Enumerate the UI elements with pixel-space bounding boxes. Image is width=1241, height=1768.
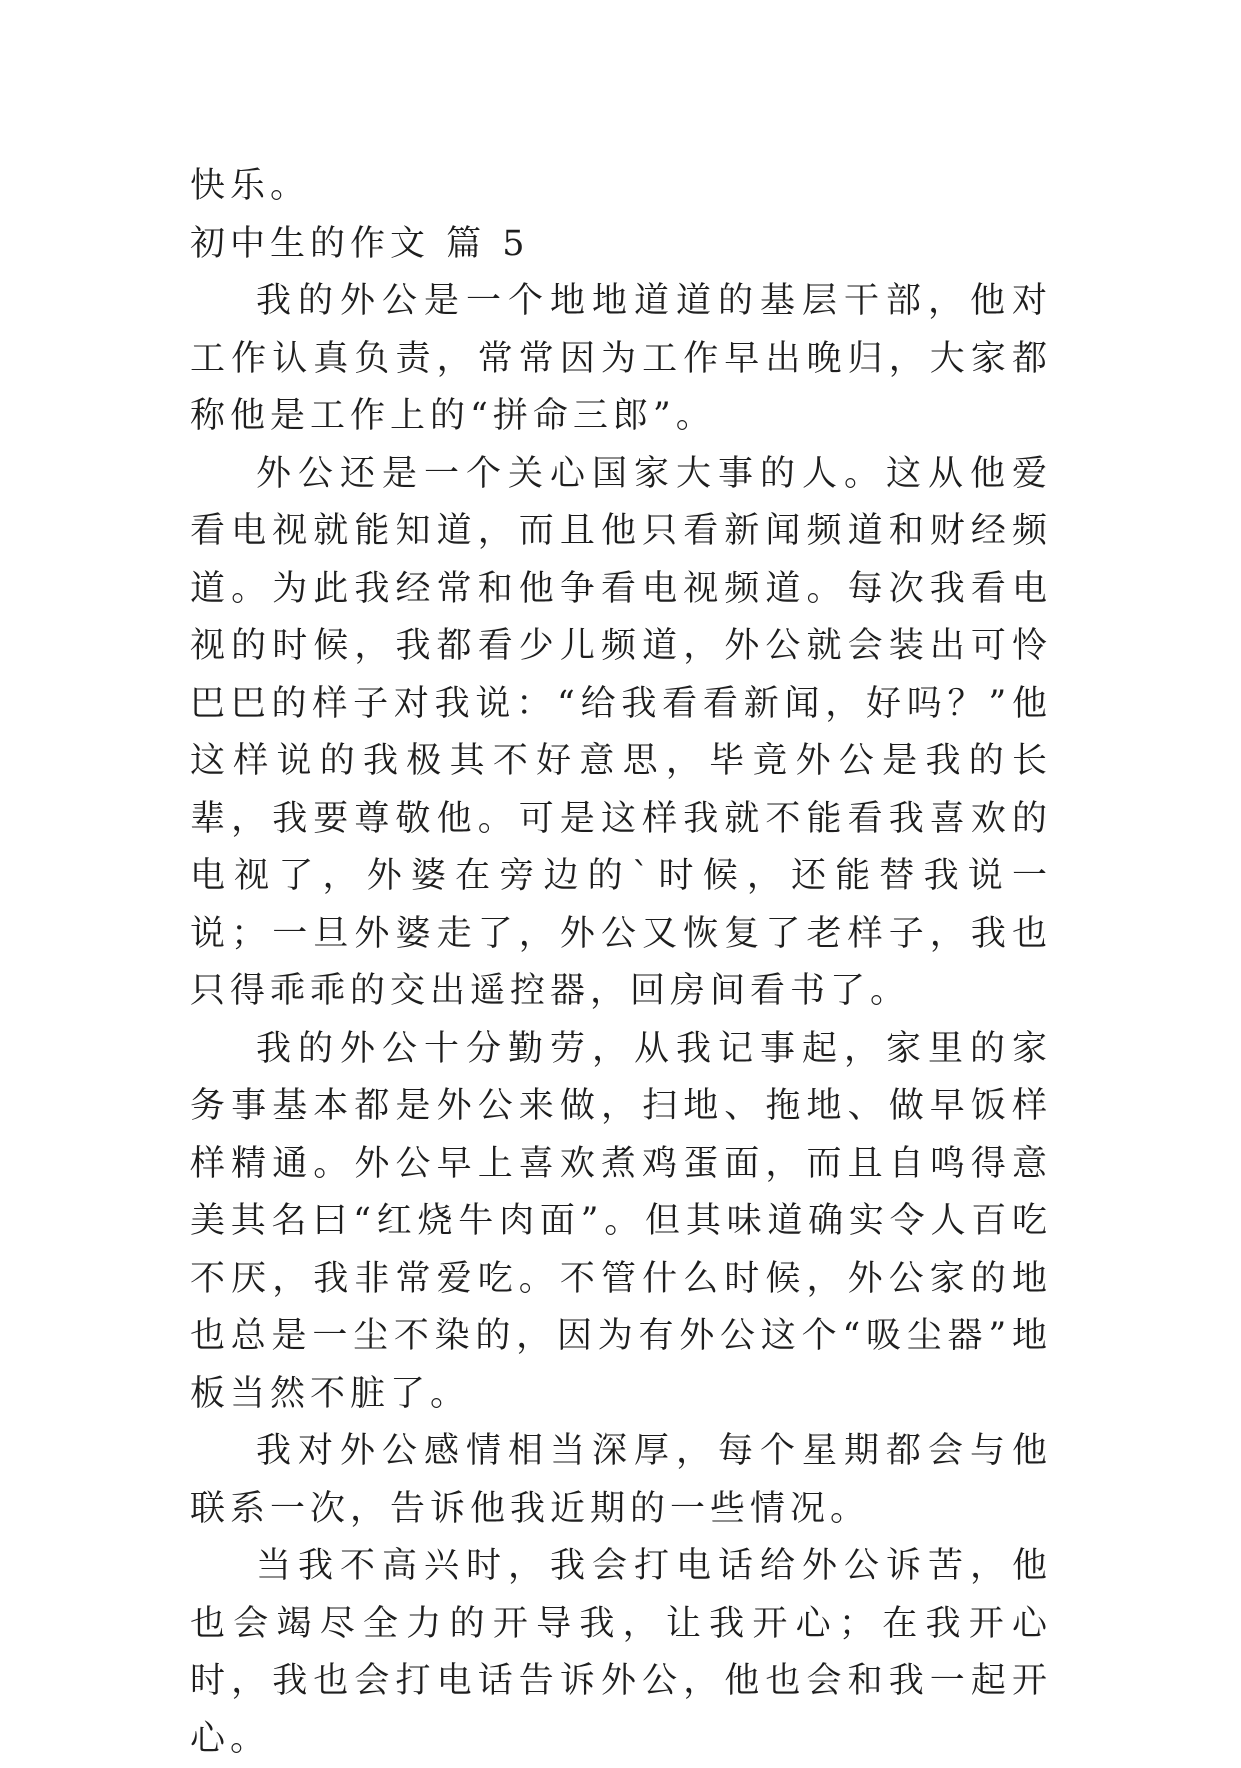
paragraph-4: 我对外公感情相当深厚，每个星期都会与他联系一次，告诉他我近期的一些情况。 [190,1431,1052,1529]
essay-heading: 初中生的作文 篇 5 [190,223,530,264]
paragraph-2: 外公还是一个关心国家大事的人。这从他爱看电视就能知道，而且他只看新闻频道和财经频道。为此我经常和他争看电视频道。每次我看电视的时候，我都看少儿频道，外公就会装出可怜巴巴的样子对我说：“给我看看新闻，好吗？”他这样说的我极其不好意思，毕竟外公是我的长辈，我要尊敬他。可是这样我就不能看我喜欢的电视了，外婆在旁边的`时候，还能替我说一说；一旦外婆走了，外公又恢复了老样子，我也只得乖乖的交出遥控器，回房间看书了。 [190,453,1052,1011]
opening-line: 快乐。 [190,166,311,206]
paragraph-1: 我的外公是一个地地道道的基层干部，他对工作认真负责，常常因为工作早出晚归，大家都称他是工作上的“拼命三郎”。 [190,281,1052,436]
document-body [190,158,1052,1768]
paragraph-3: 我的外公十分勤劳，从我记事起，家里的家务事基本都是外公来做，扫地、拖地、做早饭样样精通。外公早上喜欢煮鸡蛋面，而且自鸣得意美其名曰“红烧牛肉面”。但其味道确实令人百吃不厌，我非常爱吃。不管什么时候，外公家的地也总是一尘不染的，因为有外公这个“吸尘器”地板当然不脏了。 [190,1028,1052,1414]
paragraph-5: 当我不高兴时，我会打电话给外公诉苦，他也会竭尽全力的开导我，让我开心；在我开心时，我也会打电话告诉外公，他也会和我一起开心。 [190,1546,1052,1759]
